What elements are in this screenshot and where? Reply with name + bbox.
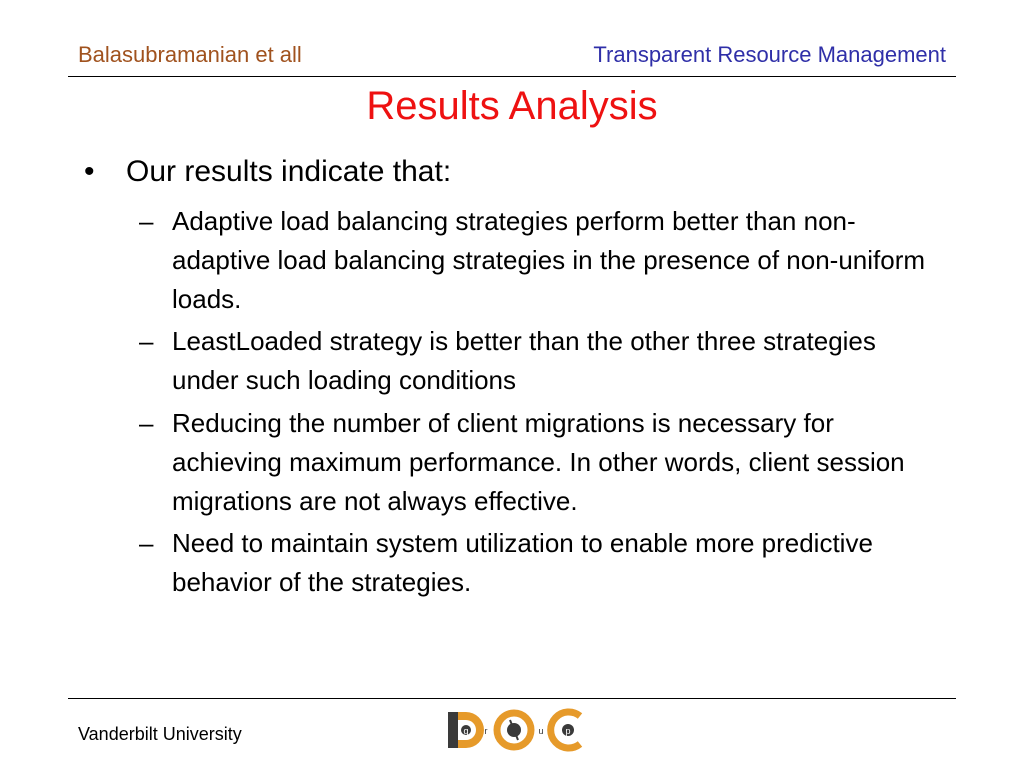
sub-bullet-text: Reducing the number of client migrations is necessary for achieving maximum performance. In other words, client session migrations are not always effective. <box>172 408 905 516</box>
header-topic: Transparent Resource Management <box>593 42 946 67</box>
header-author: Balasubramanian et all <box>78 42 302 67</box>
svg-text:g: g <box>463 726 469 736</box>
svg-text:r: r <box>484 726 488 736</box>
dash-marker: – <box>139 326 154 356</box>
dash-marker: – <box>139 528 154 558</box>
sub-bullet-text: LeastLoaded strategy is better than the other three strategies under such loading conditions <box>172 326 876 395</box>
dash-marker: – <box>139 408 154 438</box>
sub-bullet-text: Need to maintain system utilization to enable more predictive behavior of the strategies. <box>172 528 873 597</box>
footer-divider <box>68 698 956 699</box>
dash-marker: – <box>139 206 154 236</box>
header-divider <box>68 76 956 77</box>
doc-group-logo <box>446 708 586 754</box>
footer-university: Vanderbilt University <box>78 724 242 744</box>
svg-text:p: p <box>565 726 571 736</box>
bullet-marker: • <box>84 155 95 188</box>
svg-text:u: u <box>538 726 544 736</box>
slide-title: Results Analysis <box>366 84 658 128</box>
bullet-text: Our results indicate that: <box>126 155 452 188</box>
sub-bullet-text: Adaptive load balancing strategies perform better than non-adaptive load balancing strategies in the presence of non-uniform loads. <box>172 206 926 314</box>
